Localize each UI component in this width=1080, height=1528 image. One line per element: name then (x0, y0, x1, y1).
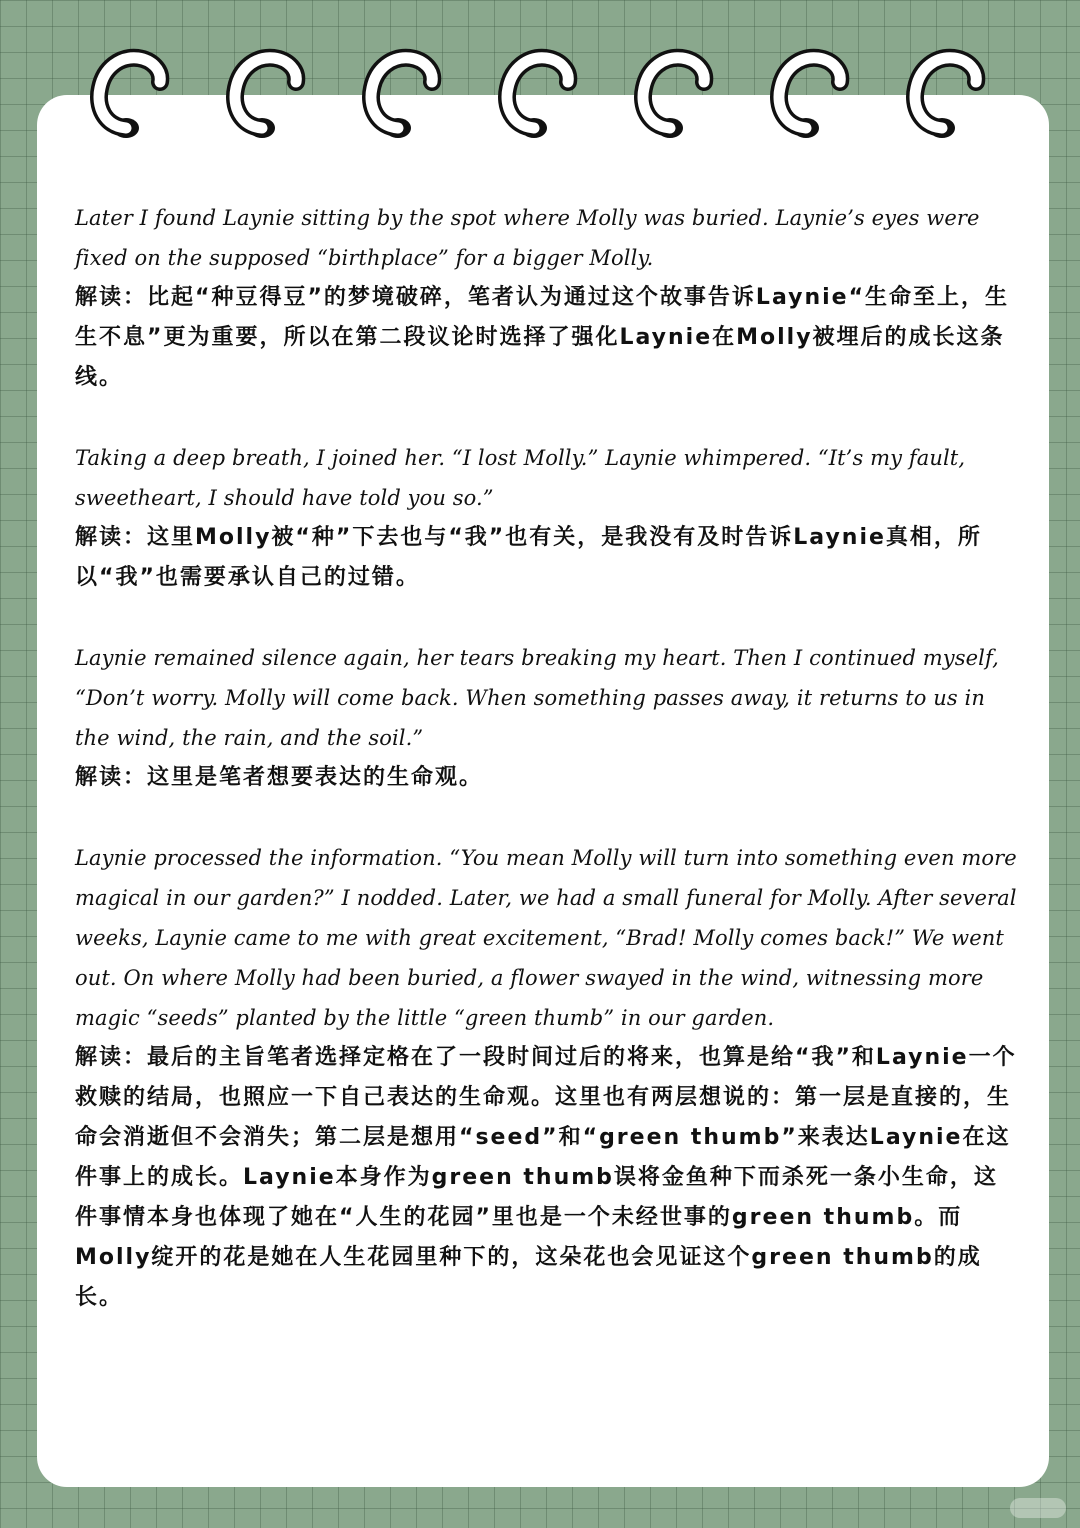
english-passage: Later I found Laynie sitting by the spot where Molly was buried. Laynie’s eyes were fixed on the supposed “birthplace” for a bigger Molly. (75, 206, 980, 270)
binder-ring-icon (99, 58, 160, 138)
binder-ring-icon (779, 58, 840, 138)
paragraph-block-4 (75, 838, 1020, 1318)
binder-ring-icon (915, 58, 976, 138)
watermark-badge (1010, 1498, 1066, 1518)
chinese-commentary: 解读：比起“种豆得豆”的梦境破碎，笔者认为通过这个故事告诉Laynie“生命至上，生生不息”更为重要，所以在第二段议论时选择了强化Laynie在Molly被埋后的成长这条线。 (75, 285, 1010, 390)
article-body (75, 198, 1020, 1358)
paragraph-block-2 (75, 438, 1020, 598)
english-passage: Taking a deep breath, I joined her. “I lost Molly.” Laynie whimpered. “It’s my fault, sweetheart, I should have told you so.” (75, 446, 966, 510)
paragraph-block-1 (75, 198, 1020, 398)
paragraph-block-3 (75, 638, 1020, 798)
binder-ring-icon (235, 58, 296, 138)
chinese-commentary: 解读：这里Molly被“种”下去也与“我”也有关，是我没有及时告诉Laynie真相，所以“我”也需要承认自己的过错。 (75, 525, 982, 590)
binder-rings (0, 0, 1080, 150)
binder-ring-icon (371, 58, 432, 138)
binder-ring-icon (643, 58, 704, 138)
chinese-commentary: 解读：这里是笔者想要表达的生命观。 (75, 765, 484, 790)
english-passage: Laynie remained silence again, her tears breaking my heart. Then I continued myself, “Don’t worry. Molly will come back. When something passes away, it returns to us in the wind, the rain, and the soil.” (75, 646, 999, 750)
english-passage: Laynie processed the information. “You mean Molly will turn into something even more magical in our garden?” I nodded. Later, we had a small funeral for Molly. After several weeks, Laynie came to me with great excitement, “Brad! Molly comes back!” We went out. On where Molly had been buried, a flower swayed in the wind, witnessing more magic “seeds” planted by the little “green thumb” in our garden. (75, 846, 1017, 1030)
binder-ring-icon (507, 58, 568, 138)
chinese-commentary: 解读：最后的主旨笔者选择定格在了一段时间过后的将来，也算是给“我”和Laynie一个救赎的结局，也照应一下自己表达的生命观。这里也有两层想说的：第一层是直接的，生命会消逝但不会消失；第二层是想用“seed”和“green thumb”来表达Laynie在这件事上的成长。Laynie本身作为green thumb误将金鱼种下而杀死一条小生命，这件事情本身也体现了她在“人生的花园”里也是一个未经世事的green thumb。而Molly绽开的花是她在人生花园里种下的，这朵花也会见证这个green thumb的成长。 (75, 1045, 1017, 1310)
